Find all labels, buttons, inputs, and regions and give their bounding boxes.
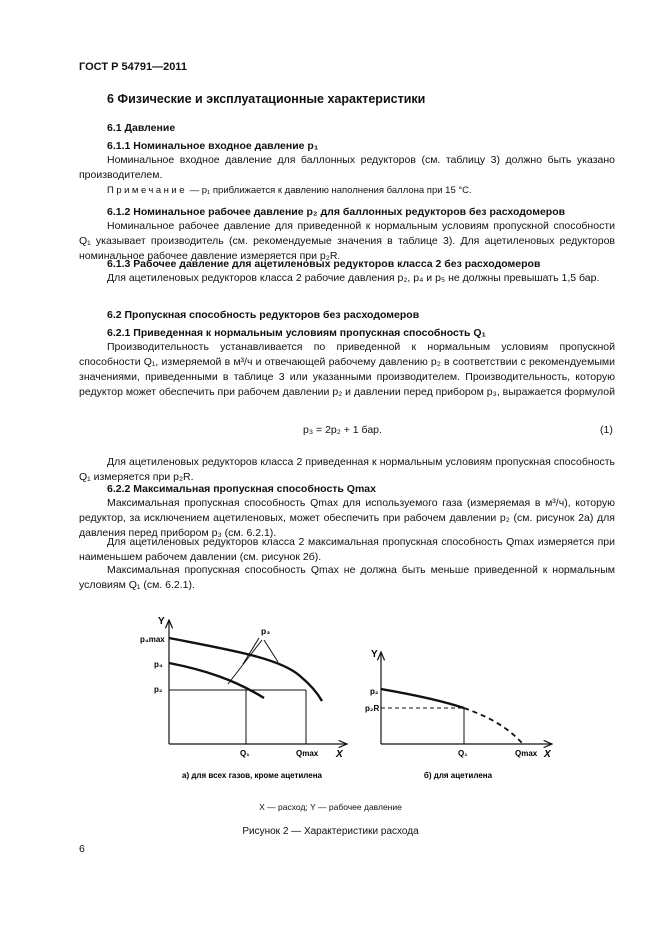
paragraph: Для ацетиленовых редукторов класса 2 максимальная пропускная способность Qmax измеряется при наименьшем рабочем давлении (см. рисунок 2б).	[79, 536, 615, 563]
curve-dashed	[464, 708, 523, 744]
y-label-p4: p₄	[154, 660, 163, 669]
x-label-qmax: Qmax	[296, 749, 319, 758]
paragraph: Максимальная пропускная способность Qmax для используемого газа (измеряемая в м³/ч), которую редуктор, за исключением ацетиленовых, может обеспечить при рабочем давлении p₂ (см. рисунок 2а) для давления перед прибором p₃ (см. 6.2.1).	[79, 497, 615, 539]
caption-right: б) для ацетилена	[423, 771, 493, 780]
x-label-q1: Q₁	[240, 749, 250, 758]
note-text: — p₁ приближается к давлению наполнения баллона при 15 °С.	[187, 185, 472, 196]
curve-p4	[169, 663, 264, 698]
note-label: Примечание	[107, 185, 187, 196]
paragraph: Максимальная пропускная способность Qmax не должна быть меньше приведенной к нормальным условиям Q₁ (см. 6.2.1).	[79, 564, 615, 591]
x-label-qmax: Qmax	[515, 749, 538, 758]
clause-title: 6.1.2 Номинальное рабочее давление p₂ для баллонных редукторов без расходомеров	[107, 206, 566, 218]
clause-title: 6.1.3 Рабочее давление для ацетиленовых редукторов класса 2 без расходомеров	[107, 258, 541, 270]
y-label-p2r: p₂R	[365, 704, 380, 713]
curve-label-p3: p₃	[261, 626, 271, 636]
clause-title: 6.2.2 Максимальная пропускная способность Qmax	[107, 483, 376, 495]
paragraph: Номинальное рабочее давление для приведенной к нормальным условиям пропускной способности Q₁ указывает производитель (см. рекомендуемые значения в таблице 3). Для ацетиленовых редукторов номинальное рабочее давление измеряется при p₂R.	[79, 220, 615, 262]
paragraph: Номинальное входное давление для баллонных редукторов (см. таблицу 3) должно быть указано производителем.	[79, 154, 615, 181]
y-axis-label: Y	[371, 649, 378, 660]
x-label-q1: Q₁	[458, 749, 468, 758]
clause-title: 6.2.1 Приведенная к нормальным условиям пропускная способность Q₁	[107, 327, 486, 339]
y-label-p2: p₂	[370, 687, 379, 696]
figure-caption: Рисунок 2 — Характеристики расхода	[242, 826, 419, 837]
subsection-title: 6.1 Давление	[107, 122, 176, 134]
x-axis-label: X	[544, 749, 551, 760]
section-title: 6 Физические и эксплуатационные характеристики	[107, 92, 426, 106]
paragraph: Для ацетиленовых редукторов класса 2 рабочие давления p₂, p₄ и p₅ не должны превышать 1,5 бар.	[107, 272, 600, 284]
formula: p₃ = 2p₂ + 1 бар.	[303, 424, 382, 436]
clause-title: 6.1.1 Номинальное входное давление p₁	[107, 140, 319, 152]
caption-left: а) для всех газов, кроме ацетилена	[182, 771, 322, 780]
paragraph: Производительность устанавливается по приведенной к нормальным условиям пропускной способности Q₁, измеряемой в м³/ч и отвечающей рабочему давлению p₂ в соответствии с рекомендуемыми значениями, приведенными в таблице 3 или указанными производителем. Производительность, которую редуктор может обеспечить при рабочем давлении p₂ и давлении перед прибором p₃, выражается формулой	[79, 341, 615, 398]
formula-number: (1)	[600, 424, 613, 436]
document-header: ГОСТ Р 54791—2011	[79, 61, 187, 73]
leader-line	[243, 638, 259, 664]
y-label-p2: p₂	[154, 685, 163, 694]
paragraph: Для ацетиленовых редукторов класса 2 приведенная к нормальным условиям пропускная способность Q₁ измеряется при p₂R.	[79, 456, 615, 483]
subsection-title: 6.2 Пропускная способность редукторов без расходомеров	[107, 309, 420, 321]
diagram-left	[140, 616, 347, 780]
page-number: 6	[79, 843, 85, 855]
x-axis-label: X	[336, 749, 343, 760]
leader-line	[228, 640, 262, 684]
curve-solid	[381, 689, 464, 708]
y-axis-label: Y	[158, 616, 165, 627]
figure-legend: X — расход; Y — рабочее давление	[259, 802, 402, 812]
diagram-right	[365, 649, 552, 780]
y-label-p4max: p₄max	[140, 635, 165, 644]
